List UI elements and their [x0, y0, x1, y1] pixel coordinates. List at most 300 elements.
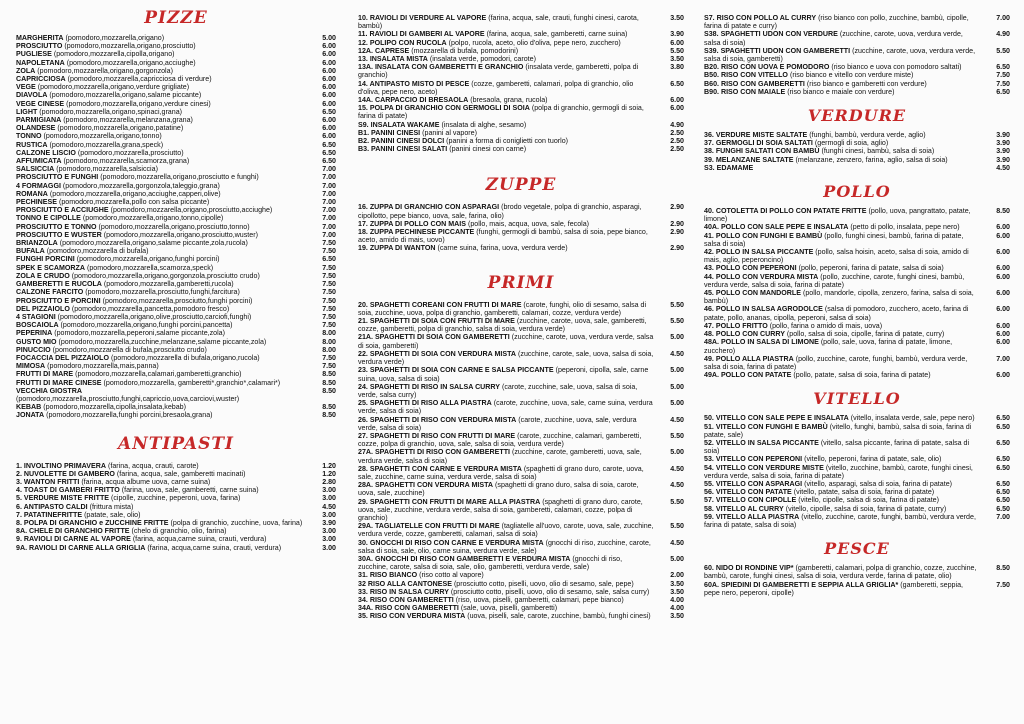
menu-item-ingredients: (farina, acqua, sale, crauti, funghi cinesi, carota, bambù) — [358, 14, 639, 31]
menu-item-name: B3. PANINI CINESI SALATI — [358, 145, 448, 154]
menu-item-price: 7.00 — [322, 222, 336, 231]
pollo-list — [704, 207, 1010, 379]
menu-item-name: PUGLIESE — [16, 50, 52, 59]
menu-item — [704, 355, 1010, 371]
menu-item-text — [358, 104, 660, 120]
menu-item-text — [16, 42, 312, 50]
menu-item-ingredients: (pomodoro,mozzarella,gorgonzola,taleggio,grana) — [62, 181, 220, 190]
menu-item-text — [704, 273, 986, 289]
menu-item-name: 2. NUVOLETTE DI GAMBERO — [16, 469, 115, 478]
menu-item — [16, 511, 336, 519]
menu-item-name: 14. ANTIPASTO MISTO DI PESCE — [358, 79, 470, 88]
menu-item-text — [358, 580, 660, 588]
menu-item-ingredients: (pomodoro,mozzarella,melanzana,grana) — [63, 116, 193, 125]
menu-item-text — [358, 481, 660, 497]
menu-item-price: 6.00 — [322, 66, 336, 75]
menu-item-price: 7.50 — [996, 580, 1010, 589]
menu-item-ingredients: (riso bianco e vitello con verdure miste) — [789, 71, 914, 80]
menu-item-ingredients: (pomodoro,mozzarella,funghi porcini,bresaola,grana) — [46, 411, 213, 420]
menu-item-price: 5.50 — [670, 497, 684, 506]
menu-item-price: 7.50 — [322, 271, 336, 280]
menu-item — [704, 423, 1010, 439]
menu-item-name: 19. ZUPPA DI WANTON — [358, 244, 436, 253]
menu-item-name: DIAVOLA — [16, 91, 48, 100]
menu-item-ingredients: (zucchine, carote, uova, sale, gamberetti, cozze, gamberetti, polpa di granchio, salsa di soia, verdura verde) — [358, 317, 647, 334]
menu-item-name: 9. RAVIOLI DI CARNE AL VAPORE — [16, 535, 131, 544]
menu-item-name: FUNGHI PORCINI — [16, 255, 75, 264]
menu-item-text — [704, 71, 986, 79]
menu-item — [704, 47, 1010, 63]
menu-item-ingredients: (pollo, salsa di soia, cipolle, farina di patate, curry) — [786, 330, 945, 339]
menu-item-name: PARMIGIANA — [16, 116, 62, 125]
menu-item — [704, 464, 1010, 480]
menu-item — [16, 198, 336, 206]
menu-item-name: 51. VITELLO CON FUNGHI E BAMBÙ — [704, 422, 828, 431]
menu-item-ingredients: (pomodoro,mozzarella,origano) — [65, 34, 165, 42]
menu-item-name: PROSCIUTTO E PORCINI — [16, 296, 101, 305]
menu-item-ingredients: (vitello, peperoni, farina di patate, sale, olio) — [804, 455, 942, 464]
menu-item-name: 12. POLIPO CON RUCOLA — [358, 38, 447, 47]
menu-item-ingredients: (pomodoro,mozzarella,zucchine,melanzane,salame piccante,zola) — [58, 337, 267, 346]
menu-item-ingredients: (carote, funghi, olio di sesamo, salsa di soia, zucchine, uova, polpa di granchio, gamberetti, calamari, cozze, verdura verde) — [358, 300, 647, 317]
menu-item-ingredients: (patate, sale, olio) — [84, 510, 141, 519]
menu-item — [16, 223, 336, 231]
menu-item-text — [16, 544, 312, 552]
menu-item-price: 7.00 — [322, 214, 336, 223]
menu-item-name: PEPERINA — [16, 329, 53, 338]
menu-item-name: 4 STAGIONI — [16, 312, 56, 321]
menu-item-price: 6.50 — [996, 479, 1010, 488]
menu-item-text — [16, 206, 312, 214]
menu-item-ingredients: (pollo, sale, uova, farina di patate, limone, zucchero) — [704, 338, 953, 355]
menu-item — [704, 264, 1010, 272]
menu-item-text — [704, 439, 986, 455]
menu-item-name: PECHINESE — [16, 198, 57, 207]
menu-item — [16, 462, 336, 470]
menu-item-name: 17. ZUPPA DI POLLO CON MAIS — [358, 219, 466, 228]
menu-item-price: 6.00 — [670, 96, 684, 105]
menu-item-ingredients: (pomodoro,mozzarella di bufala,origano,rucola) — [111, 353, 260, 362]
menu-item-price: 6.00 — [996, 231, 1010, 240]
menu-item-price: 3.80 — [670, 63, 684, 72]
menu-item-text — [16, 503, 312, 511]
menu-item — [704, 273, 1010, 289]
menu-item-price: 2.90 — [670, 203, 684, 212]
menu-item — [16, 182, 336, 190]
menu-item-text — [16, 182, 312, 190]
menu-item-price: 6.50 — [322, 140, 336, 149]
menu-item-ingredients: (spaghetti di grano duro, salsa di soia, carote, uova, sale, zucchine) — [358, 481, 639, 498]
menu-item-text — [16, 338, 312, 346]
menu-item-name: PROSCIUTTO E FUNGHI — [16, 173, 99, 182]
menu-item-name: FRUTTI DI MARE CINESE — [16, 378, 102, 387]
menu-item-ingredients: (riso bianco e gamberetti con verdure) — [806, 79, 927, 88]
menu-item-price: 6.50 — [322, 255, 336, 264]
menu-item-name: SPEK E SCAMORZA — [16, 263, 85, 272]
menu-item — [704, 164, 1010, 172]
menu-item-text — [16, 313, 312, 321]
menu-item-name: ZOLA — [16, 66, 36, 75]
menu-item-price: 3.00 — [322, 527, 336, 536]
menu-item — [358, 555, 684, 571]
menu-item-ingredients: (pollo, mais, acqua, uova, sale, fecola) — [467, 219, 590, 228]
menu-item-ingredients: (pomodoro,mozzarella, gamberetti*,granchio*,calamari*) — [103, 378, 281, 387]
menu-item-name: CAPRICCIOSA — [16, 75, 66, 84]
menu-item-text — [16, 329, 312, 337]
menu-item — [16, 42, 336, 50]
menu-item-ingredients: (zucchine, carote, sale, uova, salsa di soia, verdura verde) — [358, 349, 654, 367]
menu-item — [16, 544, 336, 552]
menu-item-price: 3.00 — [322, 486, 336, 495]
menu-item-ingredients: (carote, zucchine, uova, sale, verdura verde, salsa di soia) — [358, 415, 637, 432]
menu-item-price: 8.50 — [322, 378, 336, 387]
menu-item-text — [16, 75, 312, 83]
menu-item-price: 7.00 — [322, 181, 336, 190]
menu-item-name: 12A. CAPRESE — [358, 46, 410, 55]
menu-item-price: 3.90 — [996, 155, 1010, 164]
section-title-zuppe: ZUPPE — [485, 175, 557, 196]
menu-item-ingredients: (pomodoro,mozzarella,origano,patatine) — [57, 124, 184, 133]
menu-item — [16, 305, 336, 313]
menu-item-name: 44. POLLO CON VERDURA MISTA — [704, 272, 819, 281]
menu-item-price: 7.00 — [996, 354, 1010, 363]
menu-item — [16, 346, 336, 354]
menu-item — [358, 137, 684, 145]
menu-item — [704, 147, 1010, 155]
menu-item — [16, 354, 336, 362]
menu-item-price: 6.00 — [322, 50, 336, 59]
menu-item — [16, 280, 336, 288]
menu-item-text — [16, 527, 312, 535]
menu-item-text — [704, 88, 986, 96]
menu-item-name: 28A. SPAGHETTI CON VERDURA MISTA — [358, 481, 494, 490]
menu-item-name: B90. RISO CON MAIALE — [704, 87, 786, 96]
menu-item-text — [704, 289, 986, 305]
menu-item — [358, 350, 684, 366]
menu-item — [16, 470, 336, 478]
menu-item-ingredients: (pomodoro,mozzarella,origano,prosciutto e funghi) — [100, 173, 259, 182]
menu-item — [16, 124, 336, 132]
menu-item-text — [358, 30, 660, 38]
menu-item-price: 3.90 — [996, 131, 1010, 140]
menu-item-price: 6.00 — [996, 305, 1010, 314]
menu-item — [358, 448, 684, 464]
menu-item-ingredients: (funghi, germogli di bambù, salsa di soia, pepe bianco, aceto, amido di mais, uovo) — [358, 228, 648, 245]
menu-item-ingredients: (mozzarella di bufala, pomodorini) — [411, 46, 519, 55]
menu-item-ingredients: (riso bianco e maiale con verdure) — [787, 87, 895, 96]
menu-item-name: PROSCIUTTO — [16, 42, 63, 51]
menu-item-ingredients: (riso bianco con pollo, zucchine, bambù, cipolle, farina di patate e curry) — [704, 14, 969, 31]
menu-item-price: 6.50 — [996, 422, 1010, 431]
menu-item-text — [16, 462, 312, 470]
menu-item-text — [16, 379, 312, 387]
menu-item-price: 7.50 — [322, 239, 336, 248]
menu-item-price: 5.50 — [670, 431, 684, 440]
menu-item — [16, 255, 336, 263]
menu-item-text — [16, 370, 312, 378]
menu-item-ingredients: (pomodoro,mozzarella,pollo con salsa piccante) — [58, 198, 210, 207]
menu-item-name: 13A. INSALATA CON GAMBERETTI E GRANCHIO — [358, 63, 524, 72]
menu-item-ingredients: (riso bianco e uova con pomodoro saltati) — [831, 63, 962, 72]
menu-item — [16, 231, 336, 239]
menu-item-name: CALZONE FARCITO — [16, 288, 84, 297]
menu-item-price: 3.90 — [322, 518, 336, 527]
menu-item — [358, 203, 684, 219]
menu-item — [16, 535, 336, 543]
menu-item-ingredients: (pomodoro,mozzarella,origano,verdure cinesi) — [66, 99, 211, 108]
menu-item-ingredients: (pollo, salsa hoisin, aceto, salsa di soia, amido di mais, aglio, peperoncino) — [704, 248, 969, 265]
menu-item-ingredients: (farina, acqua, sale, gamberetti macinati) — [116, 469, 246, 478]
menu-item-ingredients: (pollo, zucchine, carote, funghi cinesi, bambù, verdura verde, salsa di soia, farina di patate) — [704, 272, 965, 289]
menu-item-price: 6.00 — [996, 248, 1010, 257]
menu-item-name: 4. TOAST DI GAMBERI FRITTO — [16, 486, 120, 495]
menu-item-name: 42. POLLO IN SALSA PICCANTE — [704, 248, 814, 257]
menu-item-ingredients: (farina, acqua,carne suina, crauti, verdura) — [132, 535, 267, 544]
menu-item-price: 6.50 — [996, 414, 1010, 423]
section-title-pollo: POLLO — [823, 182, 891, 202]
menu-item — [16, 288, 336, 296]
menu-item-text — [704, 47, 986, 63]
menu-item — [704, 289, 1010, 305]
menu-item-text — [358, 80, 660, 96]
menu-item-ingredients: (pomodoro,mozzarella,grana,speck) — [49, 140, 164, 149]
menu-item-price: 8.50 — [322, 411, 336, 420]
menu-item-price: 7.00 — [322, 173, 336, 182]
menu-item-name: 24. SPAGHETTI DI RISO IN SALSA CURRY — [358, 382, 501, 391]
menu-item-price: 6.50 — [996, 463, 1010, 472]
menu-item-text — [358, 399, 660, 415]
menu-item-name: 27A. SPAGHETTI DI RISO CON GAMBERETTI — [358, 448, 511, 457]
menu-item — [16, 313, 336, 321]
menu-item-price: 3.50 — [670, 14, 684, 22]
menu-item-ingredients: (pomodoro,mozzarella,origano,salame piccante) — [49, 91, 202, 100]
menu-item-ingredients: (pomodoro,mozzarella,prosciutto,funghi,farcitura) — [85, 288, 240, 297]
menu-item-price: 4.50 — [670, 415, 684, 424]
menu-item-name: 31. RISO BIANCO — [358, 571, 418, 580]
menu-item-ingredients: (tagliatelle all'uovo, carote, uova, sale, zucchine, verdura verde, cozze, gamberetti, calamari, salsa di soia) — [358, 522, 654, 539]
menu-item-name: 5. VERDURE MISTE FRITTE — [16, 494, 110, 503]
menu-item-text — [16, 108, 312, 116]
menu-item-ingredients: (uova, piselli, sale, carote, zucchine, bambù, funghi cinesi) — [467, 612, 651, 621]
menu-item-name: 56. VITELLO CON PATATE — [704, 488, 792, 497]
menu-item — [358, 604, 684, 612]
menu-item-ingredients: (zucchine, carote, uova, verdura verde, salsa di soia, gamberetti) — [704, 46, 976, 64]
menu-item-text — [704, 505, 986, 513]
menu-item — [358, 481, 684, 497]
menu-item-text — [704, 131, 986, 139]
menu-item — [704, 581, 1010, 597]
menu-item-price: 7.50 — [996, 79, 1010, 88]
menu-item-text — [16, 346, 312, 354]
menu-item — [358, 104, 684, 120]
menu-item-ingredients: (pomodoro,mozzarella,origano,salame piccante,zola,rucola) — [59, 239, 248, 248]
menu-item-text — [16, 247, 312, 255]
menu-item — [16, 50, 336, 58]
menu-item-price: 6.00 — [996, 289, 1010, 298]
menu-item-ingredients: (polpo, rucola, aceto, olio d'oliva, pepe nero, zucchero) — [448, 38, 621, 47]
menu-item — [358, 432, 684, 448]
menu-item-name: 58. VITELLO AL CURRY — [704, 504, 784, 513]
menu-item-price: 6.00 — [322, 42, 336, 51]
menu-item-name: 36. VERDURE MISTE SALTATE — [704, 131, 808, 140]
menu-item-text — [16, 478, 312, 486]
menu-item-name: 39. MELANZANE SALTATE — [704, 155, 794, 164]
menu-item — [16, 321, 336, 329]
menu-item-text — [358, 612, 660, 620]
menu-item-ingredients: (vitello, zucchine, bambù, carote, funghi cinesi, verdura verde, salsa di soia, farina di patate) — [704, 463, 973, 480]
menu-item-text — [16, 387, 312, 403]
menu-item — [704, 131, 1010, 139]
menu-item-name: GUSTO MIO — [16, 337, 57, 346]
menu-item-name: FOCACCIA DEL PIZZAIOLO — [16, 353, 110, 362]
menu-item — [358, 383, 684, 399]
menu-item-name: BRIANZOLA — [16, 239, 58, 248]
menu-item-ingredients: (zucchine, carote, gamberetti, uova, sale, verdura verde, salsa di soia) — [358, 448, 642, 465]
menu-item-price: 3.50 — [670, 579, 684, 588]
menu-item-ingredients: (pomodoro,mozzarella,scamorza,speck) — [86, 263, 214, 272]
menu-item-ingredients: (pomodoro,mozzarella,origano,verdure grigliate) — [37, 83, 190, 92]
menu-item-text — [16, 214, 312, 222]
menu-item — [16, 214, 336, 222]
menu-item — [358, 596, 684, 604]
menu-item-name: 49. POLLO ALLA PIASTRA — [704, 354, 794, 363]
menu-item-text — [358, 228, 660, 244]
menu-item — [704, 455, 1010, 463]
menu-item-name: 48. POLLO CON CURRY — [704, 330, 785, 339]
menu-item-text — [358, 366, 660, 382]
menu-item-ingredients: (pollo, peperoni, farina di patate, salsa di soia) — [798, 264, 944, 273]
menu-item-ingredients: (sale, uova, piselli, gamberetti) — [460, 604, 558, 613]
menu-item-ingredients: (brodo vegetale, polpa di granchio, asparagi, cipollotto, pepe bianco, uova, sale, farina, olio) — [358, 203, 642, 220]
menu-item-price: 3.50 — [670, 612, 684, 621]
menu-item-name: 33. RISO IN SALSA CURRY — [358, 587, 449, 596]
menu-item-name: S7. RISO CON POLLO AL CURRY — [704, 14, 817, 22]
menu-item — [358, 465, 684, 481]
menu-item-price: 4.00 — [670, 595, 684, 604]
menu-item-price: 7.00 — [322, 189, 336, 198]
menu-item — [16, 108, 336, 116]
menu-item-text — [358, 539, 660, 555]
menu-item-ingredients: (pollo, mandorle, cipolla, zenzero, farina, salsa di soia, bambù) — [704, 289, 974, 306]
menu-item-ingredients: (prosciutto cotto, piselli, uovo, olio di sesamo, sale, salsa curry) — [450, 587, 650, 596]
menu-item-ingredients: (pomodoro,mozzarella di bufala) — [46, 247, 149, 256]
menu-item — [704, 14, 1010, 30]
menu-item-price: 7.00 — [996, 14, 1010, 22]
antipasti-list — [16, 462, 336, 552]
menu-item-price: 6.00 — [322, 91, 336, 100]
menu-item — [358, 121, 684, 129]
menu-item-text — [704, 480, 986, 488]
menu-item-price: 3.00 — [322, 494, 336, 503]
menu-item — [358, 47, 684, 55]
menu-item — [16, 34, 336, 42]
menu-item-text — [16, 255, 312, 263]
menu-item-ingredients: (pomodoro,mozzarella,cipolla,origano) — [53, 50, 175, 59]
menu-item-ingredients: (pomodoro,mozzarella,salsiccia) — [56, 165, 158, 174]
menu-item — [16, 157, 336, 165]
menu-item — [16, 403, 336, 411]
menu-item-ingredients: (pollo, patate, salsa di soia, farina di patate) — [793, 371, 931, 380]
menu-item-text — [16, 59, 312, 67]
menu-item-price: 4.50 — [322, 502, 336, 511]
menu-item-price: 4.90 — [670, 120, 684, 129]
menu-item-name: 40A. POLLO CON SALE PEPE E INSALATA — [704, 223, 849, 232]
menu-item-ingredients: (pomodoro,mozzarella,prosciutto,funghi porcini) — [102, 296, 253, 305]
menu-item-ingredients: (pomodoro,mozzarella,origano,prosciutto) — [64, 42, 196, 51]
menu-item-ingredients: (riso, uova, piselli, gamberetti, calamari, pepe bianco) — [455, 595, 624, 604]
menu-item-price: 6.50 — [670, 79, 684, 88]
menu-item-name: 32 RISO ALLA CANTONESE — [358, 579, 452, 588]
menu-item-text — [16, 511, 312, 519]
menu-item-text — [16, 34, 312, 42]
menu-item — [16, 173, 336, 181]
menu-item — [358, 301, 684, 317]
menu-item-text — [704, 581, 986, 597]
menu-item-price: 6.00 — [322, 116, 336, 125]
menu-item-text — [358, 571, 660, 579]
menu-item-price: 8.50 — [996, 207, 1010, 216]
menu-item-ingredients: (polpa di granchio, germogli di soia, farina di patate) — [358, 104, 644, 121]
menu-item-name: MIMOSA — [16, 362, 46, 371]
menu-item-ingredients: (pomodoro,mozzarella,origano,funghi porcini,pancetta) — [60, 321, 233, 330]
menu-item-text — [16, 535, 312, 543]
menu-item-text — [704, 330, 986, 338]
menu-item-text — [704, 63, 986, 71]
menu-item-text — [16, 321, 312, 329]
menu-item-text — [16, 132, 312, 140]
menu-item-price: 6.00 — [996, 321, 1010, 330]
menu-item — [16, 503, 336, 511]
menu-item-name: 43. POLLO CON PEPERONI — [704, 264, 797, 273]
menu-item — [358, 228, 684, 244]
menu-item — [704, 88, 1010, 96]
pizze-list — [16, 34, 336, 420]
menu-item — [358, 220, 684, 228]
menu-item-text — [358, 588, 660, 596]
menu-item-name: VECCHIA GIOSTRA — [16, 386, 82, 395]
menu-item-text — [358, 522, 660, 538]
menu-item-text — [358, 596, 660, 604]
menu-item — [704, 71, 1010, 79]
menu-item — [16, 100, 336, 108]
menu-item — [358, 96, 684, 104]
menu-item-name: BOSCAIOLA — [16, 321, 59, 330]
menu-item — [358, 498, 684, 523]
menu-item-name: CALZONE LISCIO — [16, 148, 76, 157]
menu-item — [358, 612, 684, 620]
menu-item-ingredients: (funghi cinesi, bambù, salsa di soia) — [821, 147, 935, 156]
menu-item — [358, 571, 684, 579]
menu-item-name: B2. PANINI CINESI DOLCI — [358, 137, 445, 146]
menu-item-name: 37. GERMOGLI DI SOIA SALTATI — [704, 139, 813, 148]
menu-item-price: 8.00 — [322, 337, 336, 346]
menu-item-text — [358, 432, 660, 448]
menu-item-text — [16, 362, 312, 370]
menu-item-name: 54. VITELLO CON VERDURE MISTE — [704, 463, 824, 472]
menu-item-name: LIGHT — [16, 107, 38, 116]
menu-item-ingredients: (pomodoro,mozzarella,pancetta,pomodoro fresco) — [71, 304, 230, 313]
menu-item-text — [16, 124, 312, 132]
menu-item-ingredients: (vitello, salsa piccante, farina di patate, salsa di soia) — [704, 438, 970, 456]
menu-item-price: 7.00 — [322, 230, 336, 239]
menu-item-ingredients: (vitello, funghi, bambù, salsa di soia, farina di patate, sale) — [704, 422, 972, 439]
menu-item-price: 6.00 — [996, 371, 1010, 380]
menu-item-ingredients: (petto di pollo, insalata, pepe nero) — [850, 223, 960, 232]
menu-item — [358, 539, 684, 555]
menu-item-price: 1.20 — [322, 461, 336, 470]
menu-item-text — [704, 305, 986, 321]
menu-item-text — [358, 47, 660, 55]
